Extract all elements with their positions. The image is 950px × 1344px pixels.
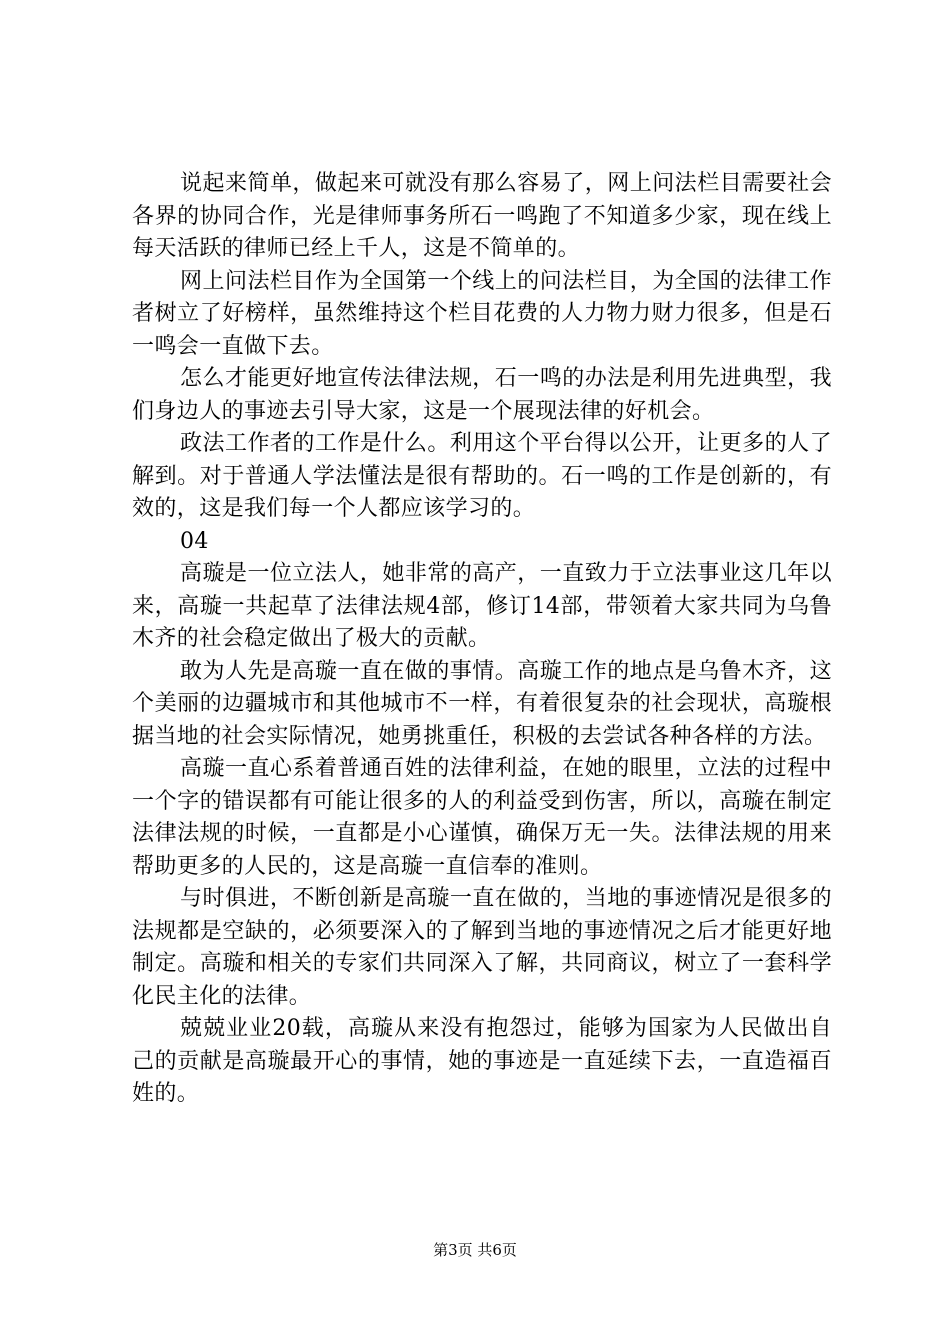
paragraph-8: 与时俱进，不断创新是高璇一直在做的，当地的事迹情况是很多的法规都是空缺的，必须要深入的了解到当地的事迹情况之后才能更好地制定。高璇和相关的专家们共同深入了解，共同商议，树立了一套科学化民主化的法律。	[132, 886, 832, 1009]
paragraph-3: 怎么才能更好地宣传法律法规，石一鸣的办法是利用先进典型，我们身边人的事迹去引导大家，这是一个展现法律的好机会。	[132, 366, 832, 424]
paragraph-2: 网上问法栏目作为全国第一个线上的问法栏目，为全国的法律工作者树立了好榜样，虽然维持这个栏目花费的人力物力财力很多，但是石一鸣会一直做下去。	[132, 268, 832, 359]
document-body	[132, 168, 832, 1111]
paragraph-5: 高璇是一位立法人，她非常的高产，一直致力于立法事业这几年以来，高璇一共起草了法律法规4部，修订14部，带领着大家共同为乌鲁木齐的社会稳定做出了极大的贡献。	[132, 561, 832, 651]
page-footer	[0, 1240, 950, 1260]
page-number: 第3页 共6页	[433, 1241, 517, 1259]
paragraph-6: 敢为人先是高璇一直在做的事情。高璇工作的地点是乌鲁木齐，这个美丽的边疆城市和其他城市不一样，有着很复杂的社会现状，高璇根据当地的社会实际情况，她勇挑重任，积极的去尝试各种各样的方法。	[132, 658, 832, 749]
paragraph-1: 说起来简单，做起来可就没有那么容易了，网上问法栏目需要社会各界的协同合作，光是律师事务所石一鸣跑了不知道多少家，现在线上每天活跃的律师已经上千人，这是不简单的。	[132, 171, 832, 261]
section-number: 04	[180, 528, 209, 554]
paragraph-4: 政法工作者的工作是什么。利用这个平台得以公开，让更多的人了解到。对于普通人学法懂法是很有帮助的。石一鸣的工作是创新的，有效的，这是我们每一个人都应该学习的。	[132, 431, 832, 521]
paragraph-9: 兢兢业业20载，高璇从来没有抱怨过，能够为国家为人民做出自己的贡献是高璇最开心的事情，她的事迹是一直延续下去，一直造福百姓的。	[132, 1016, 832, 1106]
paragraph-7: 高璇一直心系着普通百姓的法律利益，在她的眼里，立法的过程中一个字的错误都有可能让很多的人的利益受到伤害，所以，高璇在制定法律法规的时候，一直都是小心谨慎，确保万无一失。法律法规的用来帮助更多的人民的，这是高璇一直信奉的准则。	[132, 756, 832, 879]
